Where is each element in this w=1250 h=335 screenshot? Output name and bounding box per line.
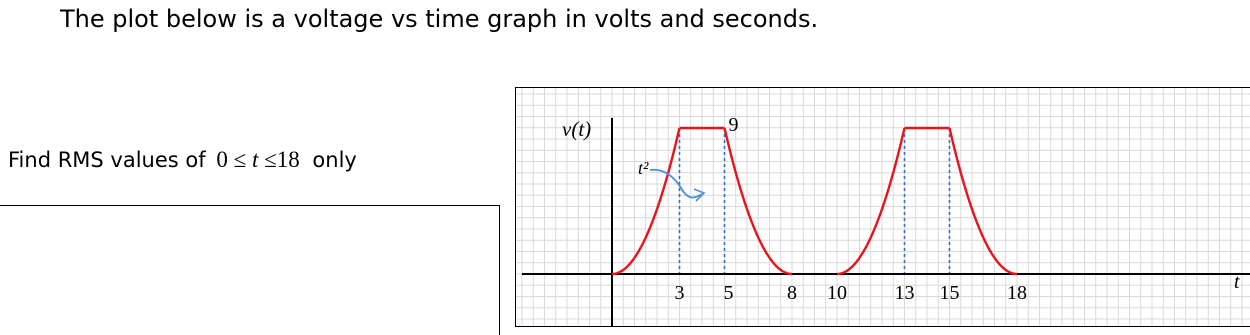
x-tick-label: 18 [1007, 282, 1027, 304]
curve-annotation: t² [638, 158, 649, 178]
page-heading: The plot below is a voltage vs time graph in volts and seconds. [60, 5, 819, 33]
x-tick-label: 15 [939, 282, 960, 304]
question-suffix: only [312, 148, 357, 172]
y-axis-label: v(t) [562, 117, 592, 141]
inequality-lower: 0 [216, 147, 228, 172]
x-tick-label: 8 [787, 282, 797, 304]
question-text [8, 145, 357, 175]
peak-value-label: 9 [728, 114, 739, 136]
x-tick-label: 10 [827, 282, 847, 304]
inequality-upper: 18 [276, 147, 300, 172]
plot-frame [515, 87, 1250, 327]
inequality-expression: 0 ≤ t ≤18 [216, 147, 300, 172]
question-prefix: Find RMS values of [8, 148, 206, 172]
x-tick-label: 3 [674, 282, 685, 304]
x-tick-label: 13 [894, 282, 915, 304]
inequality-variable: t [251, 147, 259, 172]
x-axis-label: t [1234, 271, 1240, 293]
voltage-time-plot [516, 88, 1250, 326]
x-tick-label: 5 [723, 282, 734, 304]
